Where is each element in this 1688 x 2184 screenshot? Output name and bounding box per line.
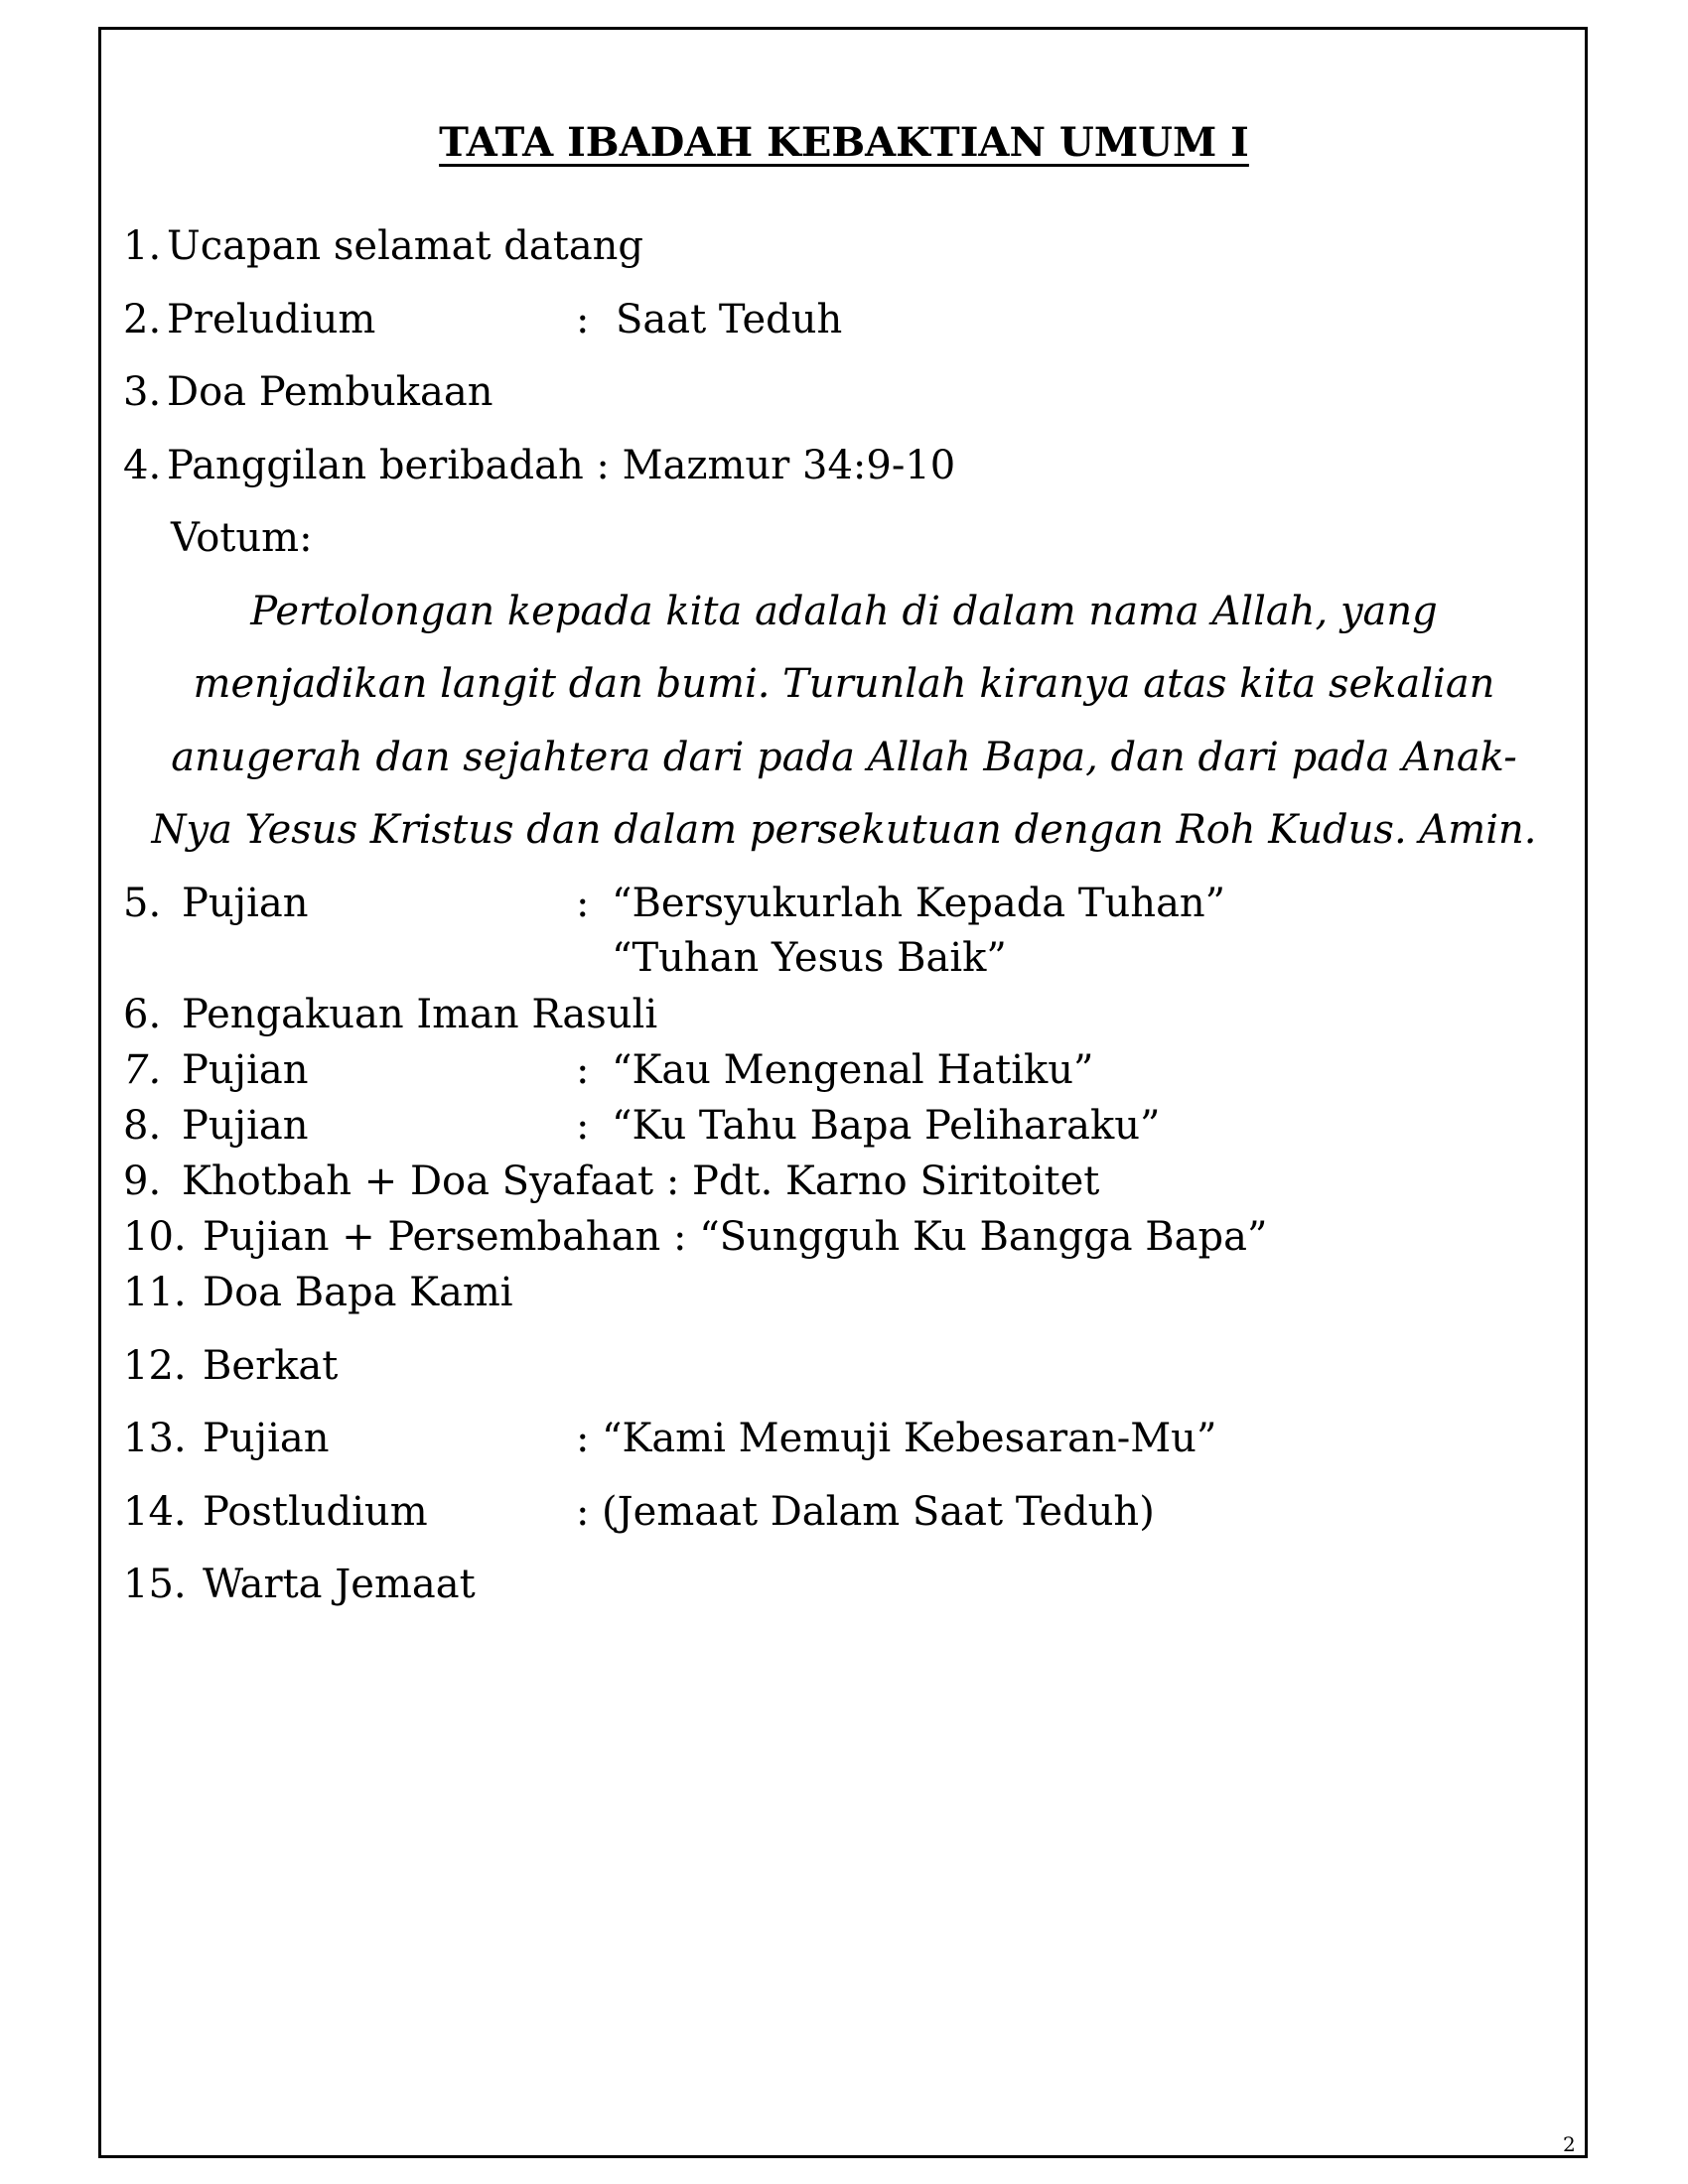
item-number: 3. — [123, 369, 162, 415]
item-number: 7. — [123, 1047, 162, 1093]
item-number: 9. — [123, 1159, 162, 1204]
item-label: Pujian — [203, 1416, 330, 1461]
item-value: “Ku Tahu Bapa Peliharaku” — [612, 1103, 1161, 1149]
page-number: 2 — [1563, 2132, 1576, 2156]
item-colon: : — [576, 881, 590, 926]
item-label: Pengakuan Iman Rasuli — [182, 992, 658, 1037]
item-colon: : — [576, 1416, 590, 1461]
item-value: “Kami Memuji Kebesaran-Mu” — [602, 1416, 1217, 1461]
item-label: Warta Jemaat — [203, 1562, 476, 1607]
item-label: Panggilan beribadah : Mazmur 34:9-10 — [167, 443, 956, 488]
item-label: Postludium — [203, 1489, 428, 1535]
item-label: Doa Bapa Kami — [203, 1270, 513, 1315]
item-number: 4. — [123, 443, 162, 488]
item-colon: : — [576, 1047, 590, 1093]
item-number: 6. — [123, 992, 162, 1037]
votum-text-line: anugerah dan sejahtera dari pada Allah Bapa, dan dari pada Anak- — [171, 735, 1517, 780]
item-colon: : — [576, 1103, 590, 1149]
item-label: Ucapan selamat datang — [167, 223, 644, 269]
item-label: Doa Pembukaan — [167, 369, 493, 415]
item-value: “Kau Mengenal Hatiku” — [612, 1047, 1094, 1093]
votum-text-line: Nya Yesus Kristus dan dalam persekutuan dengan Roh Kudus. Amin. — [151, 807, 1537, 853]
item-label: Khotbah + Doa Syafaat : Pdt. Karno Siritoitet — [182, 1159, 1100, 1204]
item-number: 13. — [123, 1416, 187, 1461]
item-colon: : — [576, 297, 590, 342]
item-value-continuation: “Tuhan Yesus Baik” — [612, 935, 1007, 981]
item-label: Pujian — [182, 1103, 309, 1149]
item-number: 8. — [123, 1103, 162, 1149]
item-number: 12. — [123, 1343, 187, 1389]
item-number: 11. — [123, 1270, 187, 1315]
item-number: 5. — [123, 881, 162, 926]
item-label: Berkat — [203, 1343, 339, 1389]
item-value: Saat Teduh — [616, 297, 843, 342]
item-number: 15. — [123, 1562, 187, 1607]
item-label: Pujian — [182, 881, 309, 926]
item-number: 10. — [123, 1214, 187, 1260]
document-title: TATA IBADAH KEBAKTIAN UMUM I — [439, 119, 1249, 166]
item-label: Pujian — [182, 1047, 309, 1093]
item-colon: : — [576, 1489, 590, 1535]
votum-label: Votum: — [171, 515, 313, 561]
item-number: 1. — [123, 223, 162, 269]
item-label: Preludium — [167, 297, 376, 342]
item-label: Pujian + Persembahan : “Sungguh Ku Bangga Bapa” — [203, 1214, 1268, 1260]
item-value: “Bersyukurlah Kepada Tuhan” — [612, 881, 1226, 926]
votum-text-line: Pertolongan kepada kita adalah di dalam nama Allah, yang — [250, 589, 1438, 634]
item-number: 14. — [123, 1489, 187, 1535]
item-number: 2. — [123, 297, 162, 342]
item-value: (Jemaat Dalam Saat Teduh) — [602, 1489, 1155, 1535]
votum-text-line: menjadikan langit dan bumi. Turunlah kiranya atas kita sekalian — [193, 661, 1495, 707]
